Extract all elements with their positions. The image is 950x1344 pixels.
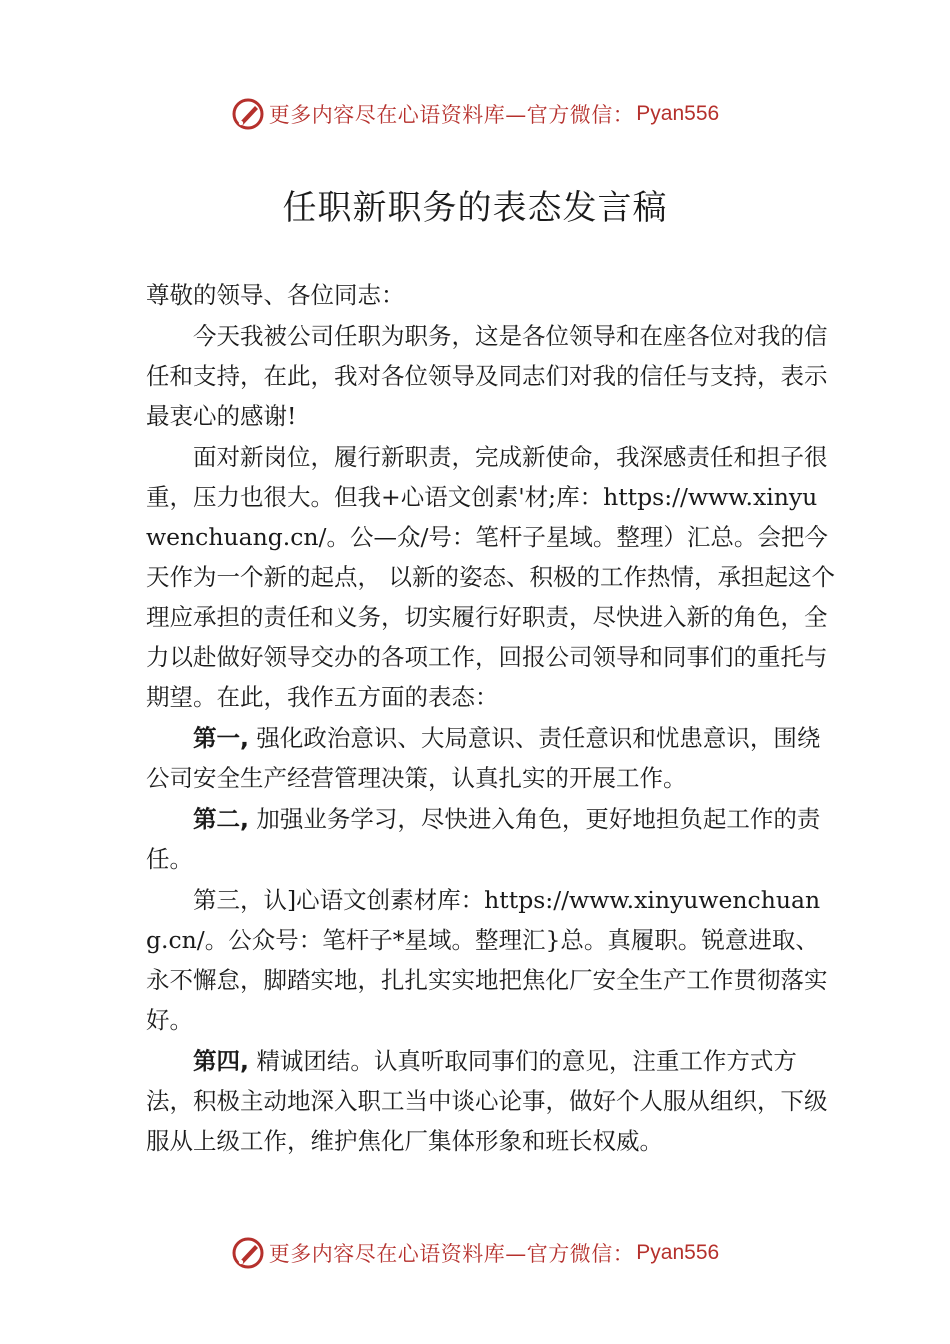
header-watermark [0, 94, 950, 134]
point-1 [146, 718, 836, 798]
document-body [146, 275, 836, 1162]
point-4-label: 第四, [193, 1047, 249, 1075]
point-2-text: 加强业务学习，尽快进入角色，更好地担负起工作的责任。 [146, 805, 821, 873]
watermark-text: 更多内容尽在心语资料库—官方微信： [268, 103, 635, 127]
watermark-wechat-id: Pyan556 [636, 102, 720, 125]
paragraph-1: 今天我被公司任职为职务，这是各位领导和在座各位对我的信任和支持，在此，我对各位领导及同志们对我的信任与支持，表示最衷心的感谢! [146, 322, 828, 430]
paragraph-2: 面对新岗位，履行新职责，完成新使命，我深感责任和担子很重，压力也很大。但我+心语文创素'材;库：https://www.xinyuwenchuang.cn/。公—众/号：笔杆子星域。整理）汇总。会把今天作为一个新的起点， 以新的姿态、积极的工作热情，承担起这个理应承担的责任和义务，切实履行好职责，尽快进入新的角色，全力以赴做好领导交办的各项工作，回报公司领导和同事们的重托与期望。在此，我作五方面的表态： [146, 443, 835, 711]
point-2 [146, 799, 836, 879]
watermark-text: 更多内容尽在心语资料库—官方微信： [268, 1242, 635, 1266]
point-3: 第三，认]心语文创素材库：https://www.xinyuwenchuang.cn/。公众号：笔杆子*星域。整理汇}总。真履职。锐意进取、永不懈怠，脚踏实地，扎扎实实地把焦化厂安全生产工作贯彻落实好。 [146, 886, 828, 1034]
point-1-text: 强化政治意识、大局意识、责任意识和忧患意识，围绕公司安全生产经营管理决策，认真扎实的开展工作。 [146, 724, 821, 792]
salutation: 尊敬的领导、各位同志： [146, 281, 405, 309]
watermark-wechat-id: Pyan556 [636, 1241, 720, 1264]
pen-logo-icon [231, 1236, 265, 1270]
footer-watermark [0, 1233, 950, 1273]
point-1-label: 第一, [193, 724, 249, 752]
point-4 [146, 1041, 836, 1161]
point-2-label: 第二, [193, 805, 249, 833]
document-title: 任职新职务的表态发言稿 [282, 188, 668, 228]
pen-logo-icon [231, 97, 265, 131]
point-4-text: 精诚团结。认真听取同事们的意见，注重工作方式方法，积极主动地深入职工当中谈心论事，做好个人服从组织，下级服从上级工作，维护焦化厂集体形象和班长权威。 [146, 1047, 828, 1155]
